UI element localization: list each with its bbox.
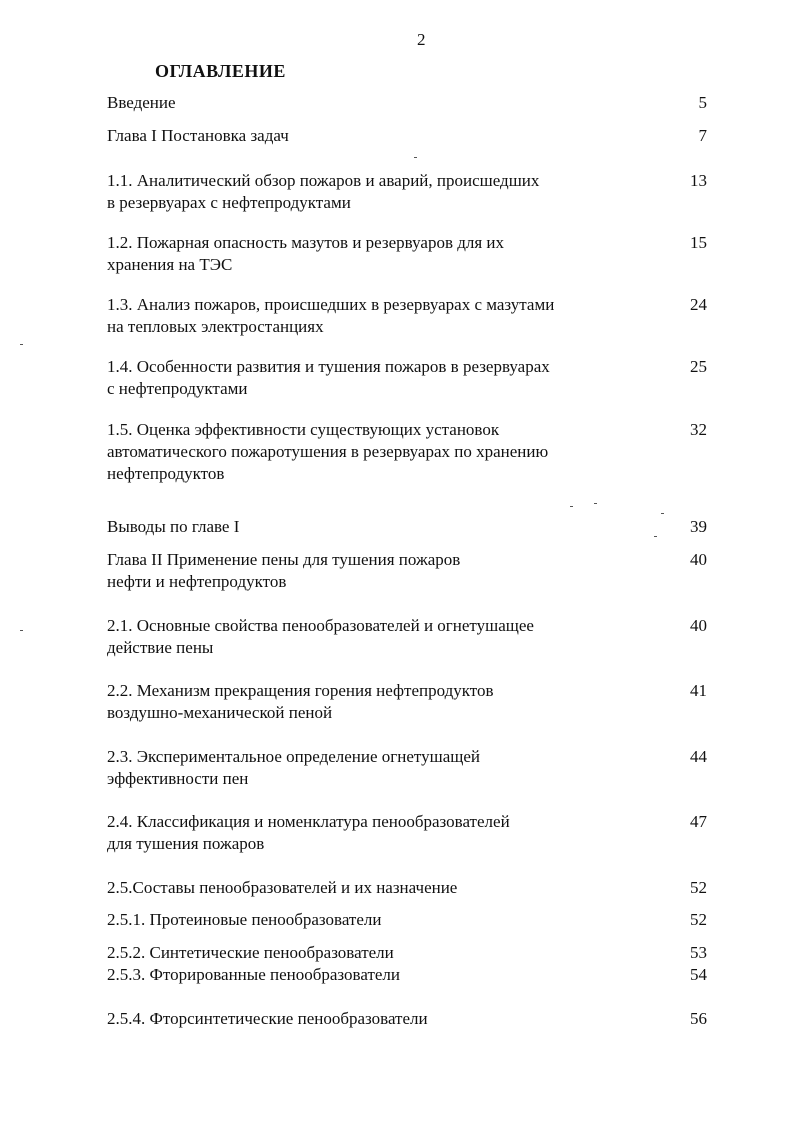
toc-entry-page: 5: [698, 93, 707, 112]
toc-entry-2-4: [107, 811, 707, 855]
toc-entry-page: 53: [690, 943, 707, 962]
toc-entry-page: 7: [698, 126, 707, 145]
toc-entry-2-3: [107, 746, 707, 790]
toc-entry-page: 56: [690, 1009, 707, 1028]
toc-entry-1-5: [107, 419, 707, 485]
toc-entry-page: 44: [690, 747, 707, 766]
toc-entry-2-2: [107, 680, 707, 724]
toc-entry-chapter-1: [107, 125, 707, 147]
toc-entry-text: Глава II Применение пены для тушения пожаров нефти и нефтепродуктов: [107, 550, 461, 591]
toc-entry-page: 40: [690, 550, 707, 569]
toc-entry-2-5-2: [107, 942, 707, 964]
toc-entry-text: Глава I Постановка задач: [107, 126, 289, 145]
toc-entry-text: 2.5.3. Фторированные пенообразователи: [107, 965, 401, 984]
page-number: 2: [417, 30, 426, 49]
toc-entry-text: 2.3. Экспериментальное определение огнетушащей эффективности пен: [107, 747, 480, 788]
toc-entry-2-5-4: [107, 1008, 707, 1030]
toc-entry-text: 2.5.1. Протеиновые пенообразователи: [107, 910, 382, 929]
toc-entry-2-5: [107, 877, 707, 899]
toc-entry-page: 52: [690, 878, 707, 897]
toc-entry-1-1: [107, 170, 707, 214]
toc-entry-page: 13: [690, 171, 707, 190]
toc-entry-text: 2.4. Классификация и номенклатура пенообразователей для тушения пожаров: [107, 812, 510, 853]
toc-entry-page: 47: [690, 812, 707, 831]
toc-entry-text: 2.2. Механизм прекращения горения нефтепродуктов воздушно-механической пеной: [107, 681, 494, 722]
scan-speck: [594, 503, 597, 504]
toc-entry-1-4: [107, 356, 707, 400]
toc-entry-text: Введение: [107, 93, 176, 112]
toc-title: ОГЛАВЛЕНИЕ: [155, 61, 286, 81]
toc-entry-page: 40: [690, 616, 707, 635]
toc-entry-text: 1.2. Пожарная опасность мазутов и резервуаров для их хранения на ТЭС: [107, 233, 505, 274]
toc-entry-2-1: [107, 615, 707, 659]
toc-entry-text: 2.5.2. Синтетические пенообразователи: [107, 943, 394, 962]
toc-entry-text: 1.4. Особенности развития и тушения пожаров в резервуарах с нефтепродуктами: [107, 357, 550, 398]
toc-entry-page: 39: [690, 517, 707, 536]
toc-entry-text: 2.1. Основные свойства пенообразователей и огнетушащее действие пены: [107, 616, 534, 657]
toc-entry-conclusions-1: [107, 516, 707, 538]
toc-entry-page: 54: [690, 965, 707, 984]
scan-speck: [570, 506, 573, 507]
toc-entry-text: 1.5. Оценка эффективности существующих установок автоматического пожаротушения в резервуарах по хранению нефтепродуктов: [107, 420, 549, 483]
toc-entry-page: 52: [690, 910, 707, 929]
toc-entry-2-5-1: [107, 909, 707, 931]
toc-entry-page: 32: [690, 420, 707, 439]
toc-entry-page: 25: [690, 357, 707, 376]
scan-speck: [661, 513, 664, 514]
scan-speck: [20, 344, 23, 345]
scan-speck: [654, 536, 657, 537]
scan-speck: [20, 630, 23, 631]
toc-entry-page: 15: [690, 233, 707, 252]
toc-entry-1-3: [107, 294, 707, 338]
toc-entry-chapter-2: [107, 549, 707, 593]
toc-entry-page: 41: [690, 681, 707, 700]
toc-entry-1-2: [107, 232, 707, 276]
toc-entry-page: 24: [690, 295, 707, 314]
toc-entry-2-5-3: [107, 964, 707, 986]
scan-speck: [414, 157, 417, 158]
toc-entry-intro: [107, 92, 707, 114]
toc-entry-text: Выводы по главе I: [107, 517, 240, 536]
toc-entry-text: 1.3. Анализ пожаров, происшедших в резервуарах с мазутами на тепловых электростанциях: [107, 295, 555, 336]
toc-entry-text: 2.5.Составы пенообразователей и их назначение: [107, 878, 458, 897]
toc-entry-text: 1.1. Аналитический обзор пожаров и аварий, происшедших в резервуарах с нефтепродуктами: [107, 171, 540, 212]
toc-entry-text: 2.5.4. Фторсинтетические пенообразователи: [107, 1009, 428, 1028]
